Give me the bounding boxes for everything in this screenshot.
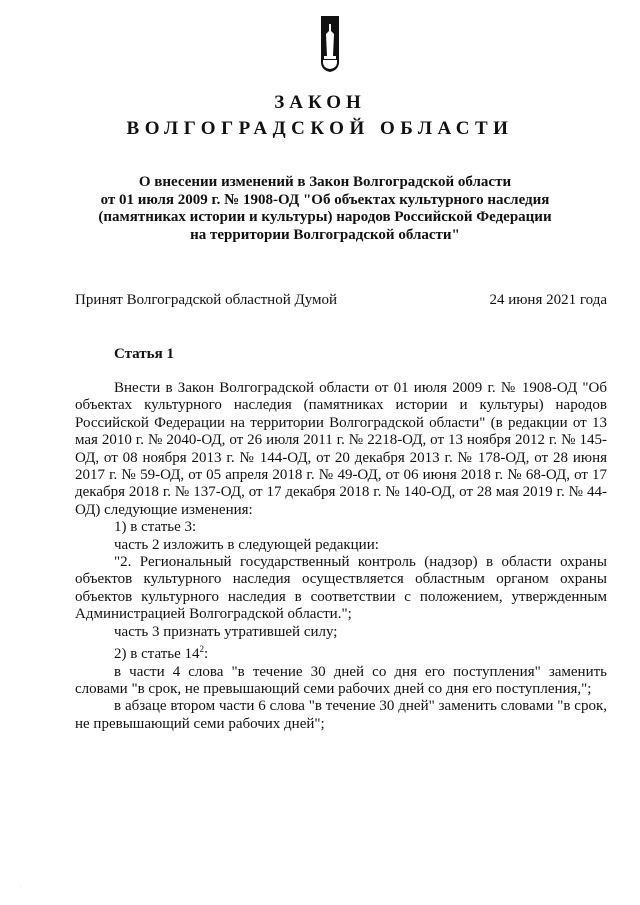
part-2-text: "2. Региональный государственный контроль (надзор) в области охраны объектов культурного наследия осуществляется областным органом охраны объектов культурного наследия в соответствии с положением, утвержденным Администрацией Волгоградской области."; xyxy=(75,554,607,623)
part-2-intro: часть 2 изложить в следующей редакции: xyxy=(114,536,379,553)
part-6-text: в абзаце втором части 6 слова "в течение 30 дней" заменить словами "в срок, не превышающий семи рабочих дней"; xyxy=(75,698,607,732)
article-intro: Внести в Закон Волгоградской области от 01 июля 2009 г. № 1908-ОД "Об объектах культурного наследия (памятниках истории и культуры) народов Российской Федерации на территории Волгоградской области" (в редакции от 13 мая 2010 г. № 2040-ОД, от 26 июля 2011 г. № 2218-ОД, от 13 ноября 2012 г. № 145-ОД, от 08 ноября 2013 г. № 144-ОД, от 20 декабря 2013 г. № 178-ОД, от 28 июня 2017 г. № 59-ОД, от 05 апреля 2018 г. № 49-ОД, от 06 июня 2018 г. № 68-ОД, от 17 декабря 2018 г. № 137-ОД, от 17 декабря 2018 г. № 140-ОД, от 28 мая 2019 г. № 44-ОД) следующие изменения: xyxy=(75,380,607,518)
law-title: ЗАКОН xyxy=(274,92,366,113)
coat-of-arms-icon xyxy=(321,16,339,72)
heading-line: (памятниках истории и культуры) народов Российской Федерации xyxy=(98,209,552,225)
adoption-date: 24 июня 2021 года xyxy=(489,292,607,308)
item-2 xyxy=(75,641,607,663)
heading-line: от 01 июля 2009 г. № 1908-ОД "Об объектах культурного наследия xyxy=(100,191,550,208)
item-2-suffix: : xyxy=(204,646,209,663)
adoption-row xyxy=(75,292,607,309)
law-region-title: ВОЛГОГРАДСКОЙ ОБЛАСТИ xyxy=(126,118,514,139)
heading-line: на территории Волгоградской области" xyxy=(190,226,460,243)
document-heading xyxy=(60,174,590,244)
part-4-text: в части 4 слова "в течение 30 дней со дня его поступления" заменить словами "в срок, не превышающий семи рабочих дней со дня его поступления,"; xyxy=(75,663,607,697)
adopted-by: Принят Волгоградской областной Думой xyxy=(75,292,338,308)
article-body xyxy=(75,380,607,733)
item-2-prefix: 2) в статье 14 xyxy=(114,646,200,663)
item-1: 1) в статье 3: xyxy=(114,519,197,536)
article-title: Статья 1 xyxy=(114,346,174,362)
item-2-superscript: 2 xyxy=(199,644,205,655)
part-3-text: часть 3 признать утратившей силу; xyxy=(114,623,338,640)
scan-mark: · xyxy=(20,884,22,890)
heading-line: О внесении изменений в Закон Волгоградской области xyxy=(138,174,512,190)
